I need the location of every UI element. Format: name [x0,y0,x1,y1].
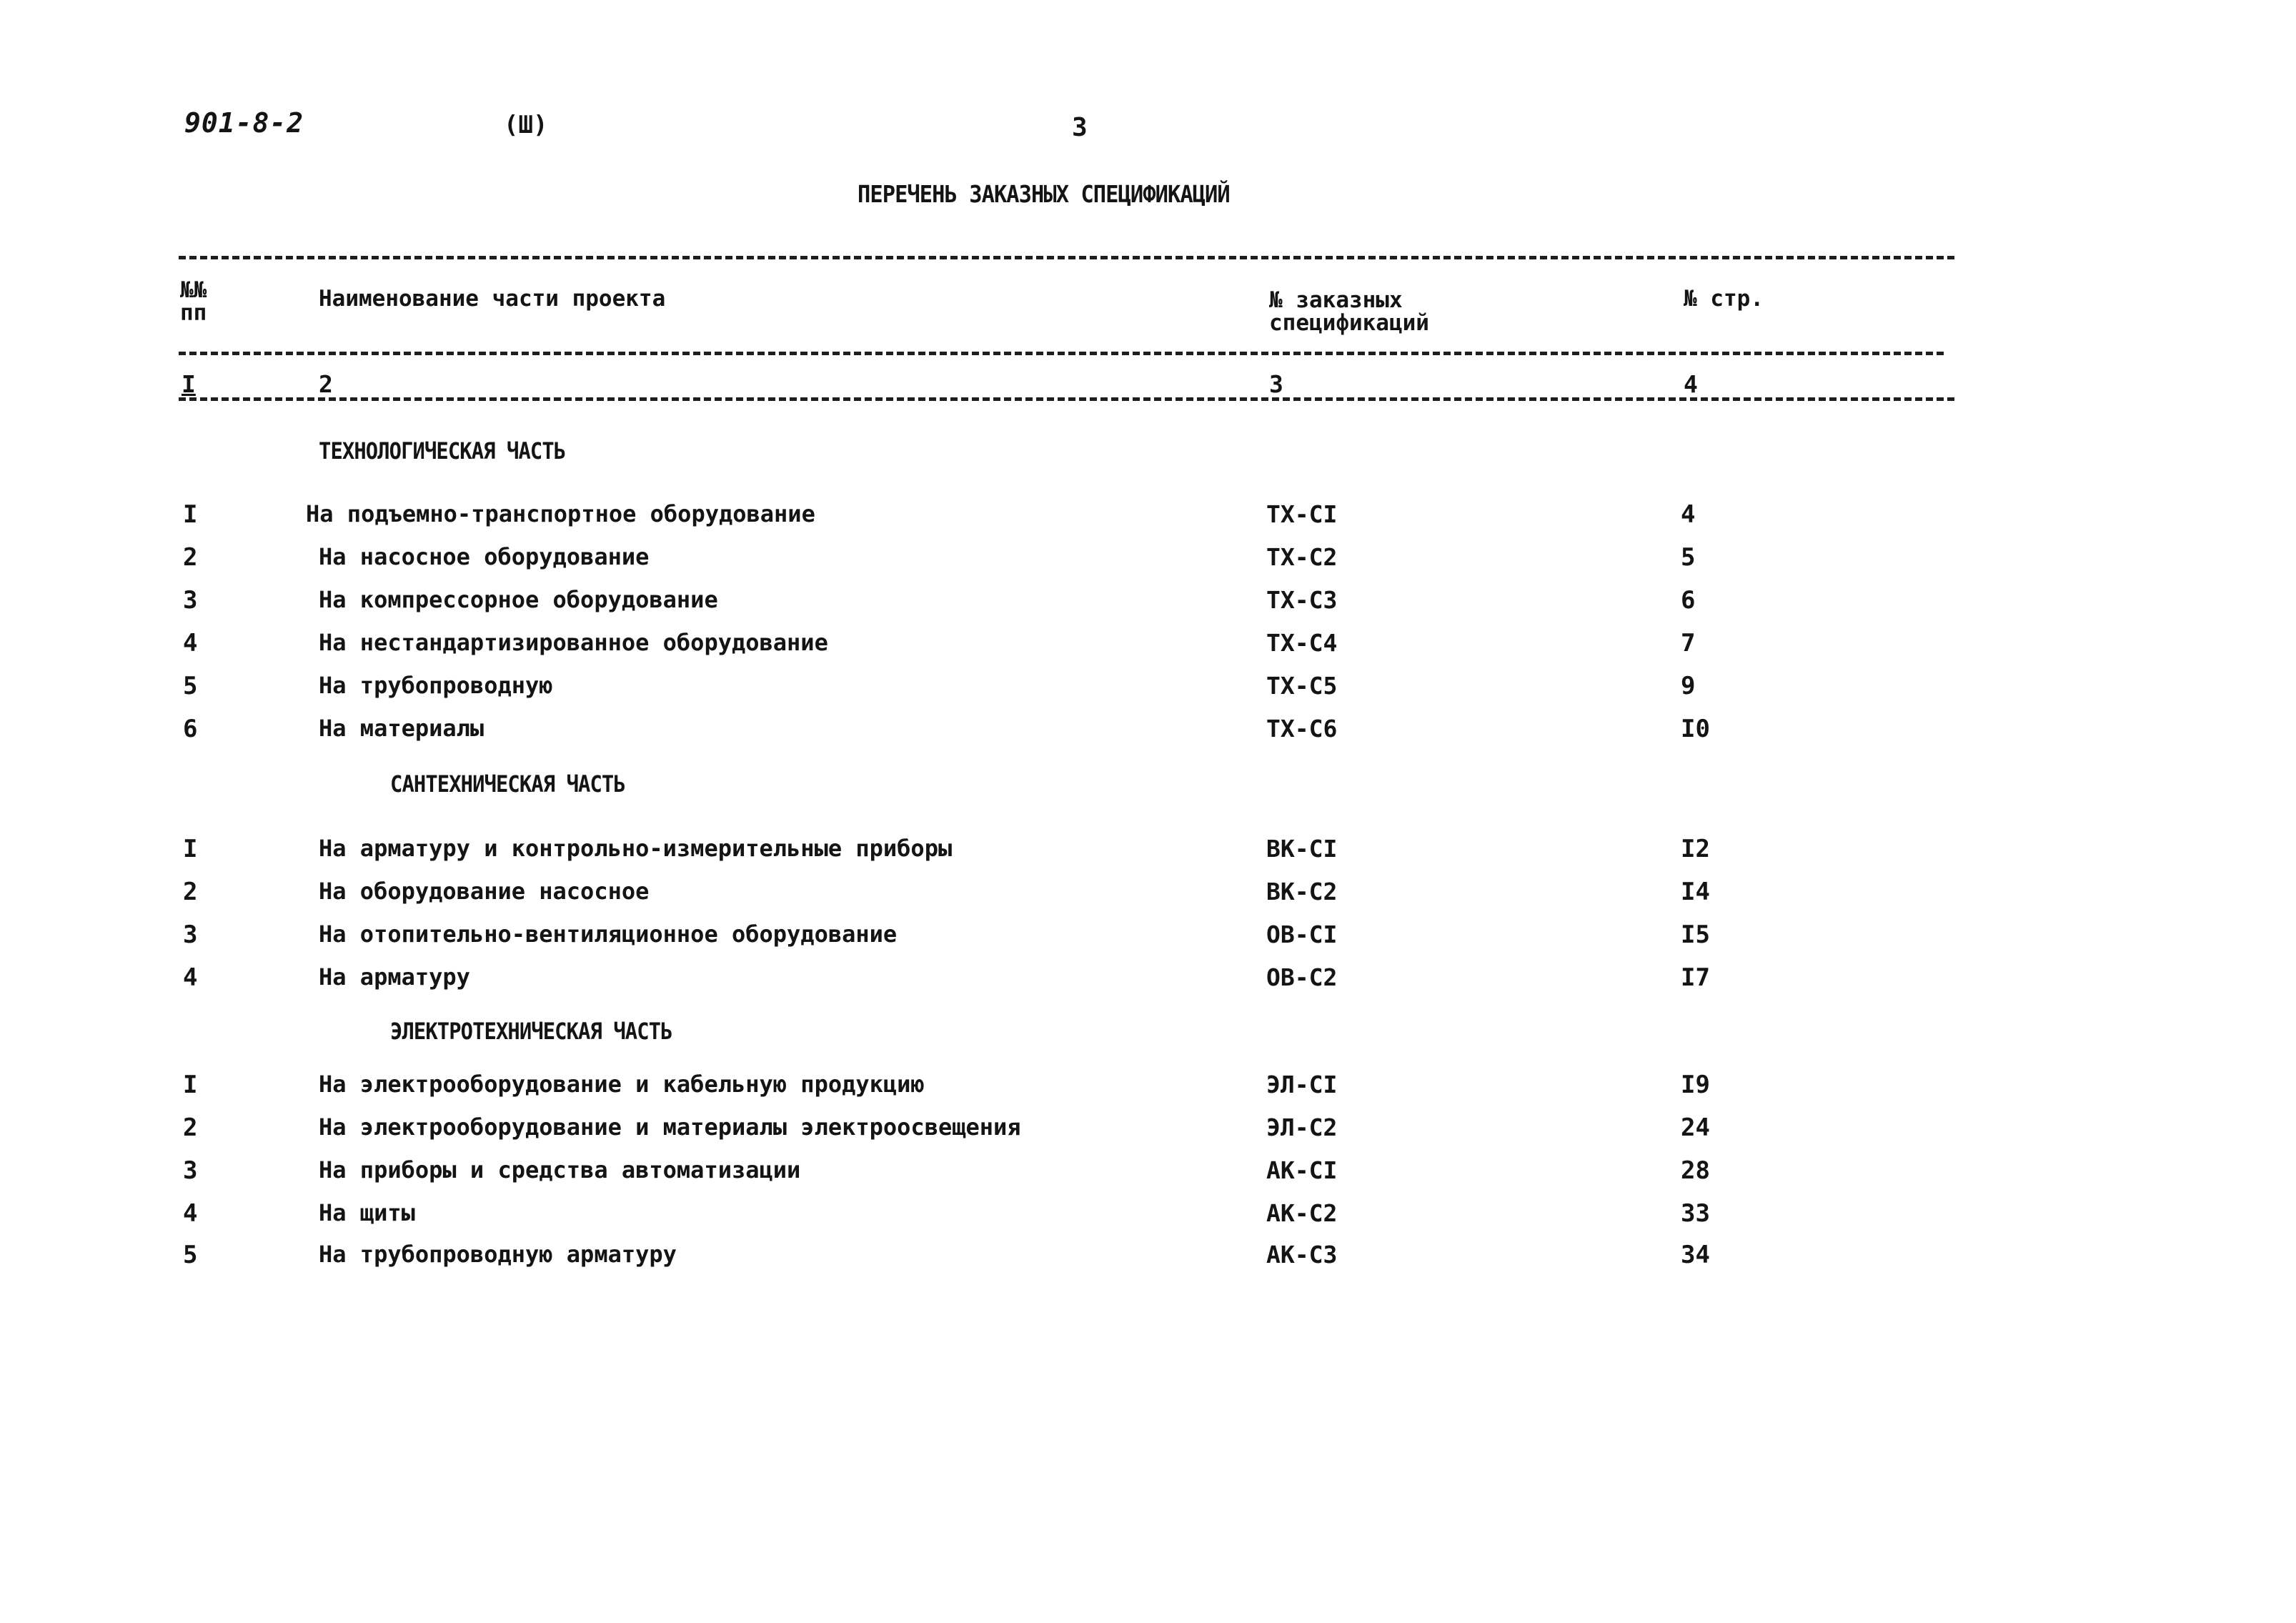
row-page: 9 [1681,672,1696,700]
row-page: I5 [1681,920,1710,949]
table-top-rule [179,256,1954,259]
row-name: На электрооборудование и материалы электроосвещения [319,1113,1021,1141]
row-name: На арматуру и контрольно-измерительные приборы [319,835,953,862]
document-title: ПЕРЕЧЕНЬ ЗАКАЗНЫХ СПЕЦИФИКАЦИЙ [858,180,1230,208]
row-spec: ТХ-СI [1266,500,1338,528]
table-row [0,715,2296,750]
table-row [0,500,2296,536]
row-name: На отопительно-вентиляционное оборудование [319,920,898,948]
row-spec: ТХ-С6 [1266,715,1338,743]
row-name: На оборудование насосное [319,878,650,905]
row-page: 6 [1681,586,1696,615]
row-number: 3 [183,920,198,949]
table-header-rule [179,352,1944,355]
row-spec: АК-СI [1266,1156,1338,1184]
table-row [0,835,2296,870]
table-numbers-rule [179,397,1954,401]
table-row [0,543,2296,579]
table-row [0,1241,2296,1276]
row-spec: АК-С2 [1266,1199,1338,1227]
row-number: 2 [183,543,198,572]
row-number: 4 [183,963,198,992]
row-page: 4 [1681,500,1696,529]
column-number-2: 2 [319,370,333,398]
row-number: I [183,500,198,529]
row-spec: ВК-СI [1266,835,1338,863]
row-page: 7 [1681,629,1696,657]
row-name: На насосное оборудование [319,543,650,570]
page-number: 3 [1072,113,1088,142]
row-number: 3 [183,1156,198,1185]
row-spec: ТХ-С4 [1266,629,1338,657]
row-number: 5 [183,672,198,700]
row-name: На компрессорное оборудование [319,586,718,613]
table-row [0,1071,2296,1106]
row-page: 33 [1681,1199,1710,1228]
row-name: На приборы и средства автоматизации [319,1156,801,1183]
row-name: На трубопроводную арматуру [319,1241,677,1268]
section-title-electrical: ЭЛЕКТРОТЕХНИЧЕСКАЯ ЧАСТЬ [390,1018,672,1045]
table-row [0,920,2296,956]
row-spec: ТХ-С5 [1266,672,1338,700]
row-page: I0 [1681,715,1710,743]
row-number: I [183,1071,198,1099]
document-code: 901-8-2 [184,107,304,139]
row-spec: ОВ-СI [1266,920,1338,948]
table-row [0,1113,2296,1149]
column-number-3: 3 [1269,370,1283,398]
table-row [0,878,2296,913]
column-number-4: 4 [1684,370,1698,398]
row-spec: ЭЛ-СI [1266,1071,1338,1098]
row-name: На трубопроводную [319,672,553,699]
row-name: На электрооборудование и кабельную продукцию [319,1071,925,1098]
row-number: 2 [183,1113,198,1142]
row-page: I4 [1681,878,1710,906]
row-page: I7 [1681,963,1710,992]
table-row [0,1156,2296,1192]
row-number: 3 [183,586,198,615]
column-header-spec: № заказных спецификаций [1269,287,1429,336]
row-spec: АК-С3 [1266,1241,1338,1269]
column-header-page: № стр. [1684,286,1764,312]
row-number: 4 [183,1199,198,1228]
column-number-1: I [182,370,196,398]
row-spec: ОВ-С2 [1266,963,1338,991]
row-name: На материалы [319,715,484,742]
album-number: (Ш) [504,111,548,139]
table-row [0,586,2296,622]
column-header-number: №№ пп [180,277,207,326]
row-page: 5 [1681,543,1696,572]
row-spec: ЭЛ-С2 [1266,1113,1338,1141]
section-title-sanitary: САНТЕХНИЧЕСКАЯ ЧАСТЬ [390,770,625,798]
row-page: 24 [1681,1113,1710,1142]
table-row [0,629,2296,665]
row-page: 34 [1681,1241,1710,1269]
row-spec: ВК-С2 [1266,878,1338,905]
column-header-name: Наименование части проекта [319,286,666,312]
row-name: На подъемно-транспортное оборудование [306,500,815,527]
row-spec: ТХ-С3 [1266,586,1338,614]
row-number: 4 [183,629,198,657]
row-number: 6 [183,715,198,743]
row-page: I2 [1681,835,1710,863]
table-row [0,672,2296,708]
row-page: I9 [1681,1071,1710,1099]
row-name: На арматуру [319,963,470,991]
table-row [0,1199,2296,1235]
section-title-technological: ТЕХНОЛОГИЧЕСКАЯ ЧАСТЬ [319,437,566,465]
row-number: 5 [183,1241,198,1269]
row-spec: ТХ-С2 [1266,543,1338,571]
row-number: 2 [183,878,198,906]
row-number: I [183,835,198,863]
row-name: На нестандартизированное оборудование [319,629,828,656]
table-row [0,963,2296,999]
row-name: На щиты [319,1199,415,1226]
row-page: 28 [1681,1156,1710,1185]
